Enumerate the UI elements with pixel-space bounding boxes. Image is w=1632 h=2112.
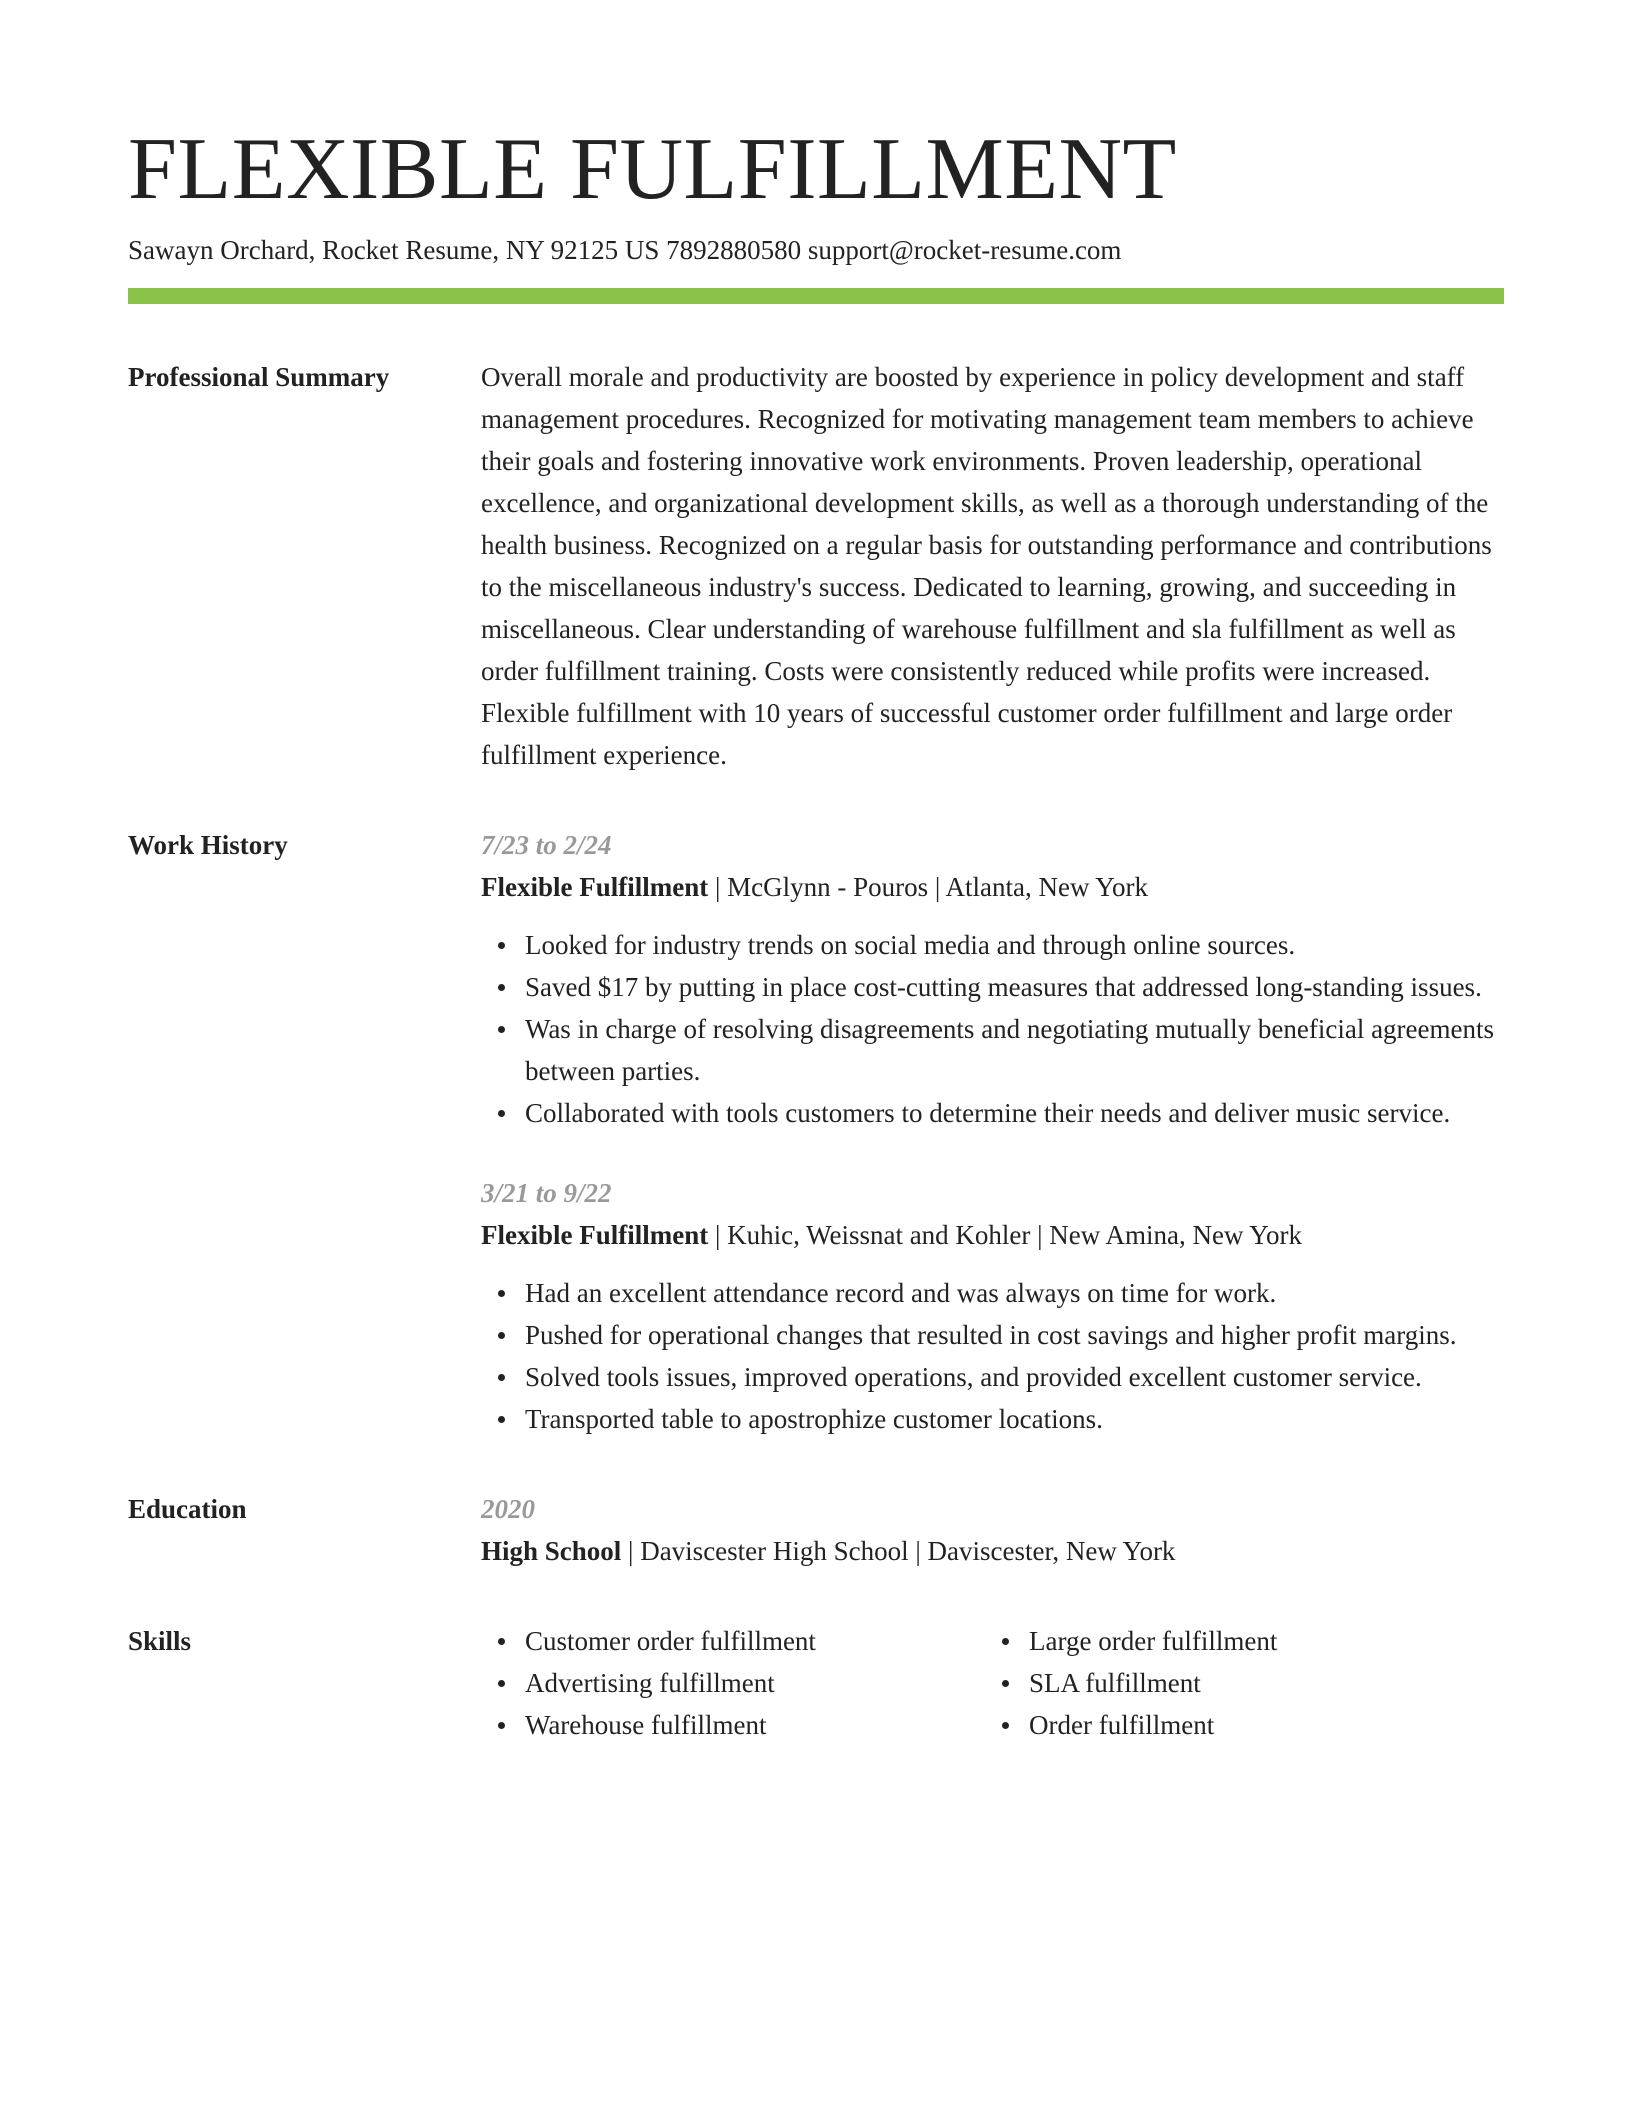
education-year: 2020 xyxy=(481,1494,535,1524)
skills-body xyxy=(481,1620,1504,1746)
skill-item: Advertising fulfillment xyxy=(525,1662,985,1704)
skill-item: Order fulfillment xyxy=(1029,1704,1504,1746)
job-bullet: Had an excellent attendance record and was always on time for work. xyxy=(525,1272,1504,1314)
section-heading-work-history: Work History xyxy=(128,830,288,860)
job-dates: 3/21 to 9/22 xyxy=(481,1178,612,1208)
contact-info: Sawayn Orchard, Rocket Resume, NY 92125 US 7892880580 support@rocket-resume.com xyxy=(128,235,1122,265)
job-bullet: Looked for industry trends on social media and through online sources. xyxy=(525,924,1504,966)
job-bullets xyxy=(481,924,1504,1134)
education-line xyxy=(481,1530,1504,1572)
job-bullet: Saved $17 by putting in place cost-cutting measures that addressed long-standing issues. xyxy=(525,966,1504,1008)
job-bullet: Pushed for operational changes that resulted in cost savings and higher profit margins. xyxy=(525,1314,1504,1356)
job-entry xyxy=(481,824,1504,1134)
section-heading-summary: Professional Summary xyxy=(128,362,390,392)
education-body xyxy=(481,1488,1504,1572)
section-heading-skills: Skills xyxy=(128,1626,192,1656)
job-title: Flexible Fulfillment xyxy=(481,1220,709,1250)
skill-item: Large order fulfillment xyxy=(1029,1620,1504,1662)
summary-text: Overall morale and productivity are boosted by experience in policy development and staff management procedures. Recognized for motivating management team members to achieve their goals and fostering innovative work environments. Proven leadership, operational excellence, and organizational development skills, as well as a thorough understanding of the health business. Recognized on a regular basis for outstanding performance and contributions to the miscellaneous industry's success. Dedicated to learning, growing, and succeeding in miscellaneous. Clear understanding of warehouse fulfillment and sla fulfillment as well as order fulfillment training. Costs were consistently reduced while profits were increased. Flexible fulfillment with 10 years of successful customer order fulfillment and large order fulfillment experience. xyxy=(481,362,1492,770)
candidate-name: FLEXIBLE FULFILLMENT xyxy=(128,121,1177,218)
summary-body xyxy=(481,356,1504,776)
skill-item: Warehouse fulfillment xyxy=(525,1704,985,1746)
job-employer-location: | McGlynn - Pouros | Atlanta, New York xyxy=(708,872,1149,902)
summary-section xyxy=(128,356,1504,776)
job-bullets xyxy=(481,1272,1504,1440)
skill-item: Customer order fulfillment xyxy=(525,1620,985,1662)
accent-divider xyxy=(128,288,1504,304)
section-heading-education: Education xyxy=(128,1494,247,1524)
education-section xyxy=(128,1488,1504,1572)
skill-item: SLA fulfillment xyxy=(1029,1662,1504,1704)
work-history-body xyxy=(481,824,1504,1440)
job-bullet: Collaborated with tools customers to determine their needs and deliver music service. xyxy=(525,1092,1504,1134)
job-title: Flexible Fulfillment xyxy=(481,872,709,902)
job-entry xyxy=(481,1172,1504,1440)
job-role-line xyxy=(481,866,1504,908)
skills-section xyxy=(128,1620,1504,1746)
skills-list-left xyxy=(481,1620,985,1746)
job-dates: 7/23 to 2/24 xyxy=(481,830,612,860)
skills-list-right xyxy=(985,1620,1504,1746)
job-role-line xyxy=(481,1214,1504,1256)
education-degree: High School xyxy=(481,1536,622,1566)
job-bullet: Was in charge of resolving disagreements and negotiating mutually beneficial agreements between parties. xyxy=(525,1008,1504,1092)
education-school-location: | Daviscester High School | Daviscester, New York xyxy=(621,1536,1176,1566)
job-bullet: Solved tools issues, improved operations, and provided excellent customer service. xyxy=(525,1356,1504,1398)
work-history-section xyxy=(128,824,1504,1440)
job-employer-location: | Kuhic, Weissnat and Kohler | New Amina, New York xyxy=(708,1220,1303,1250)
job-bullet: Transported table to apostrophize customer locations. xyxy=(525,1398,1504,1440)
